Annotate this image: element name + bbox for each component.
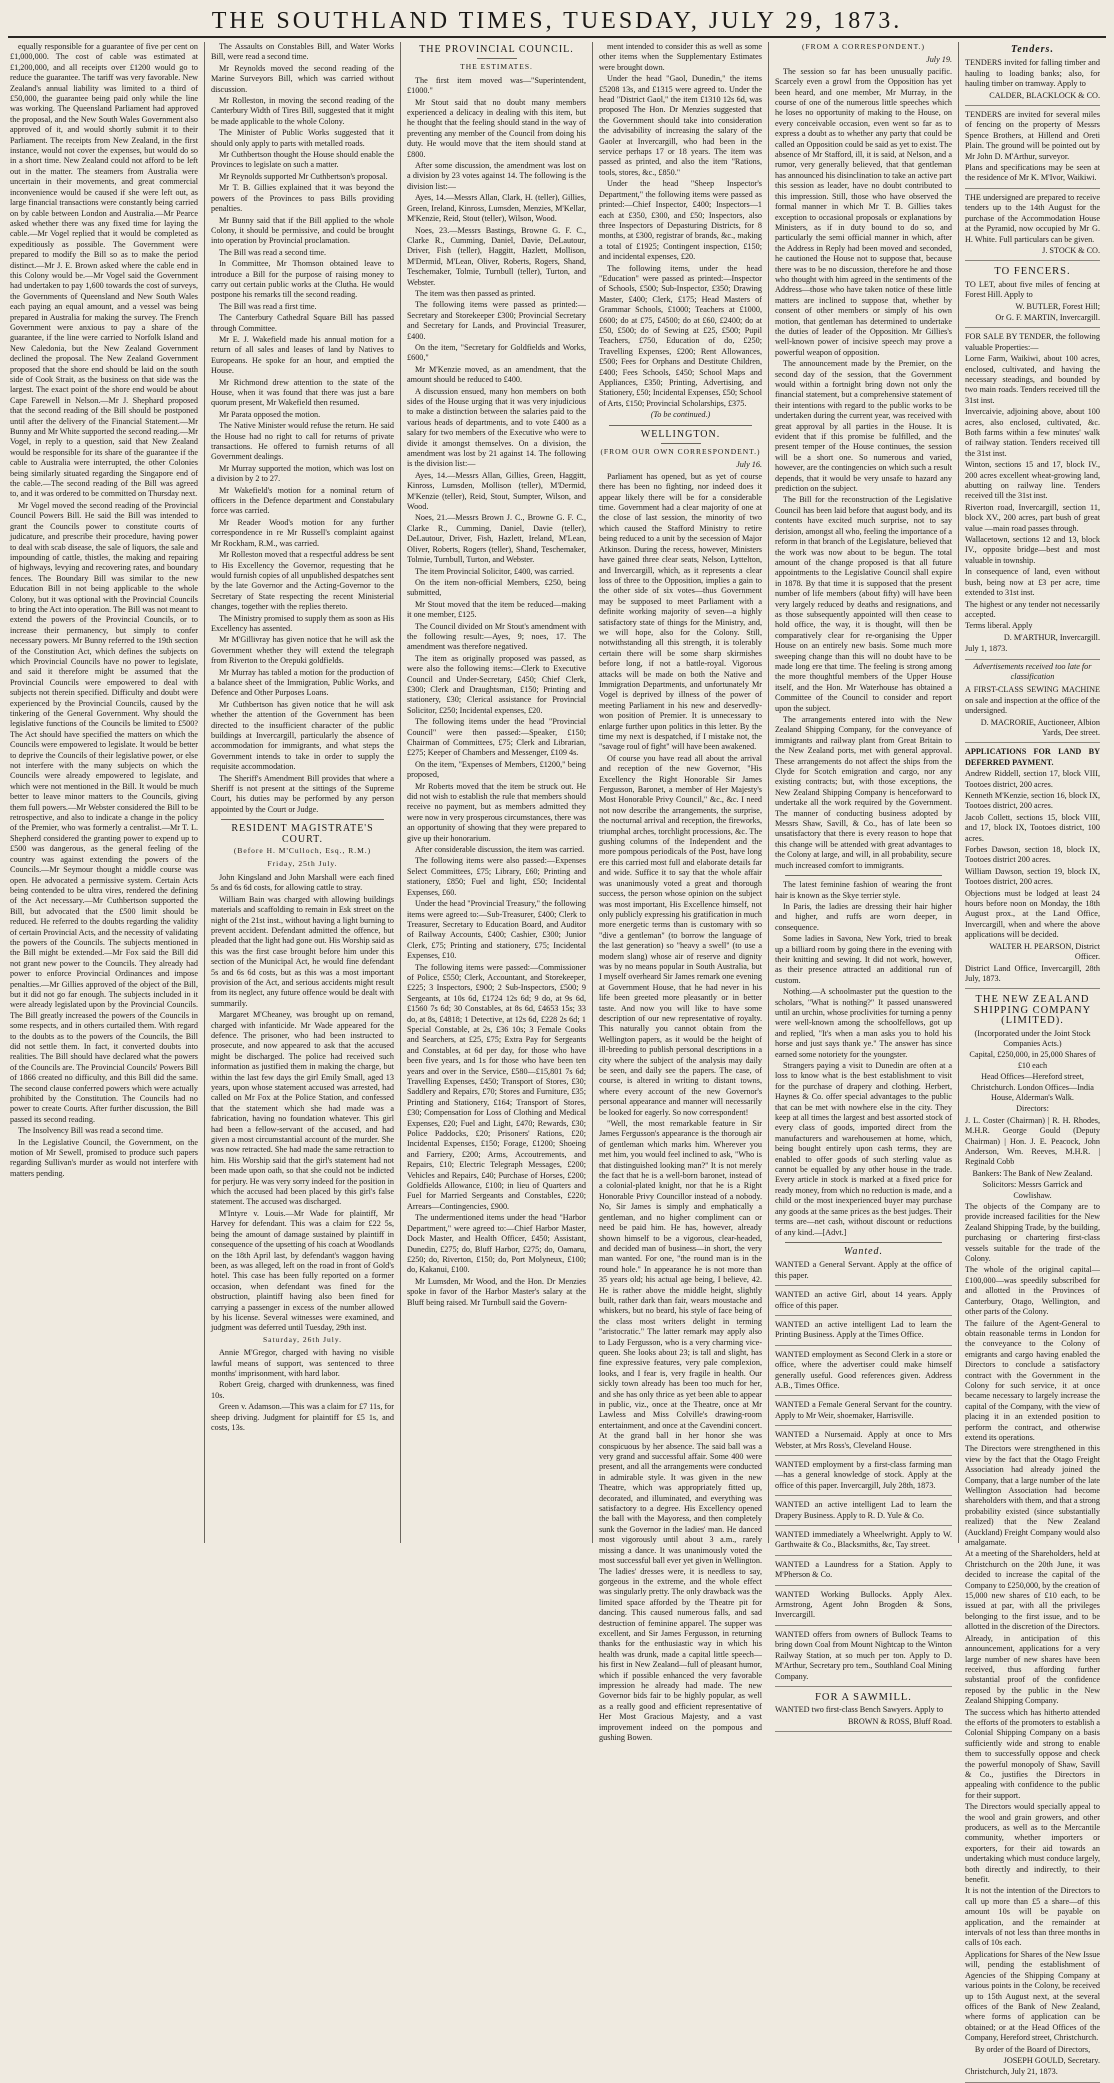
article-paragraph: The Bill was read a first time. (219, 301, 317, 311)
article-paragraph: After some discussion, the amendment was lost on a division by 23 votes against 14. The following is the division list:— (407, 161, 586, 191)
article-paragraph: Mr Vogel moved the second reading of the Provincial Council Powers Bill. He said the Bill was intended to grant the Councils power to constitute courts of judicature, and prescribe their procedure, having power to deal with scab disease, the sale of liquors, the sale and impounding of cattle, thistles, the making and repairing of highways, levying and recovering rates, and boundary fences. The Boundary Bill was similar to the new Education Bill in not being applicable to the whole Colony, but it was optional with the Provincial Councils to bring the Act into operation. The Bill was not meant to extend the powers of the Provincial Councils, or to increase their permanency, but simply to confer necessary powers. Mr Bunny referred to the 19th section of the Constitution Act, which defines the subjects on which Provincial Councils have no power to legislate, and said it therefore might be assumed that the Provincial Councils were empowered to deal with subjects not therein specified. Difficulty and doubt were experienced by the Provincial Councils, caused by the tinkering of the General Government. Why should the legislative functions of the Councils be limited to £500? The Act should have specified the matters on which the Councils were empowered to legislate. It would be better to deprive the Councils of their legislative power, or else not interfere with the many subjects on which the Councils were already empowered to legislate, and which were not mentioned in the Bill. It would be much better to leave minor matters to the Councils, giving them full powers.—Mr Webster considered the Bill to be retrospective, and also to indicate a change in the policy of the Premier, who was formerly a centralist.—Mr T. L. Shepherd considered the granting power to expend up to £500 was dangerous, as the general feeling of the country was against extending the powers of the Councils.—Mr Seymour thought a middle course was open. He advocated a permissive system. Certain Acts being contended to be ultra vires, rendered the defining of the Act necessary.—Mr Cuthbertson supported the Bill, but advocated that the £500 limit should be reduced. He referred to the doubts regarding the validity of certain Provincial Acts, and the necessity of validating the powers of the Councils. The subjects mentioned in the Bill might be extended.—Mr Fox said the Bill did not grant new power to the Councils. They already had power to enforce Provincial Ordinances and impose penalties.—Mr Gillies approved of the object of the Bill, but it did not go far enough. The subjects included in it were already legislated upon by the Provincial Councils. The Bill greatly increased the powers of the Councils in some respects, and in others curtailed them. With regard to the doubts as to the powers of the Councils, the Bill did not settle them. In fact, it converted doubts into realities. The Bill should have declared what the powers of the Councils are. The Provincial Councils' Powers Bill of 1866 created no difficulty, and this Bill did the same. The second clause conferred powers which were actually prohibited by the Constitution. The Councils had no power to create Courts. After further discussion, the Bill passed its second reading. (10, 500, 198, 1124)
wellington-byline: (FROM OUR OWN CORRESPONDENT.) (600, 447, 761, 457)
divider (785, 1242, 942, 1243)
article-paragraph: Mr Reynolds supported Mr Cuthbertson's proposal. (219, 171, 388, 181)
misc-paragraph: Nothing.—A schoolmaster put the question to the scholars, "What is nothing?" It passed unanswered until an urchin, whose proclivities for turning a penny were well-known among the schoolfellows, got up and replied, "It's when a man asks you to hold his horse and just says thank ye." The answer has since earned some notoriety for the youngster. (775, 987, 952, 1059)
ad-text: A FIRST-CLASS SEWING MACHINE on sale and inspection at the office of the undersigned. (965, 685, 1100, 716)
article-paragraph: A discussion ensued, many hon members on both sides of the House urging that it was very injudicious to make a distinction between the salaries paid to the various heads of departments, and to vote £400 as a salary for two members of the Executive who were to divide it amongst themselves. On a division, the amendment was lost by 21 against 14. The following is the division list:— (407, 386, 586, 469)
divider (661, 443, 701, 444)
article-paragraph: Noes, 23.—Messrs Bastings, Browne G. F. C., Clarke R., Cumming, Daniel, Davie, DeLautour, Driver, Fish (teller), Haggitt, Hazlett, Mollison, M'Dermid, M'Lean, Oliver, Roberts, Rogers, Shand, Teschemaker, Tolmie, Turnbull (teller), Turton, and Webster. (407, 225, 586, 287)
ad-text: THE undersigned are prepared to receive tenders up to the 14th August for the purchase of the Accommodation House at the Pyramid, now occupied by Mr G. H. White. Full particulars can be given. (965, 192, 1100, 244)
column-6 (958, 42, 1106, 2077)
ad-text: The objects of the Company are to provide increased facilities for the New Zealand Shipping Trade, by the building, purchasing or chartering first-class vessels suitable for the trade of the Colony. (965, 1202, 1100, 1264)
ad-title: APPLICATIONS FOR LAND BY DEFERRED PAYMENT. (965, 747, 1100, 767)
divider (609, 425, 752, 426)
tender-ad (965, 108, 1100, 189)
court-paragraph: M'Intyre v. Louis.—Mr Wade for plaintiff, Mr Harvey for defendant. This was a claim for £22 5s, being the amount of damage sustained by plaintiff in consequence of the upsetting of his coach at Woodlands on the 18th April last, by defendant's waggon having been, as was alleged, left on the road in front of Gold's hotel. This case has been fully reported on a former occasion, when defendant was fined for the obstruction, plaintiff having also been fined for carrying a passenger in excess of the number allowed by his license. Several witnesses were examined, and judgment was deferred until Tuesday, 29th inst. (211, 1208, 394, 1333)
article-paragraph: Mr Cuthbertson has given notice that he will ask whether the attention of the Government has been directed to the insufficient character of the public buildings at Invercargill, particularly the absence of accommodation for immigrants, and what steps the Government intends to take in order to supply the requisite accommodation. (211, 699, 394, 772)
court-paragraph: Robert Greig, charged with drunkenness, was fined 10s. (211, 1380, 394, 1400)
ad-title: FOR A SAWMILL. (815, 1691, 912, 1703)
ad-signature: W. BUTLER, Forest Hill; (1015, 301, 1100, 311)
article-paragraph: The undermentioned items under the head "Harbor Department," were agreed to:—Chief Harbor Master, Dock Master, and Health Officer, £450; Assistant, Dunedin, £275; do, Bluff Harbor, £275; do, Oamaru, £250; do, Riverton, £150; do, Port Molyneux, £100; do, Kakanui, £100. (407, 1213, 586, 1275)
wellington-heading: WELLINGTON. (640, 428, 721, 440)
court-paragraph: John Kingsland and John Marshall were each fined 5s and 6s 6d costs, for allowing cattle to stray. (211, 872, 394, 893)
article-paragraph: The following items under the head "Provincial Council" were then passed:—Speaker, £150; Chairman of Committees, £75; Clerk and Librarian, £275; Keeper of Chambers and Messenger, £109 4s. (407, 717, 586, 758)
wanted-ad (775, 1588, 952, 1626)
article-paragraph: Mr Parata opposed the motion. (219, 409, 321, 419)
ad-text: WANTED a Female General Servant for the country. Apply to Mr Weir, shoemaker, Harrisville. (775, 1400, 952, 1420)
article-paragraph: Mr Bunny said that if the Bill applied to the whole Colony, it should be permissive, and could be brought into operation by Provincial proclamation. (211, 215, 394, 246)
article-paragraph: The item Provincial Solicitor, £400, was carried. (415, 566, 575, 576)
article-paragraph: Mr Lumsden, Mr Wood, and the Hon. Dr Menzies spoke in favor of the Harbor Master's salary at the Bluff being raised. Mr Turnbull said the Govern- (407, 1276, 586, 1307)
article-paragraph: Mr Richmond drew attention to the state of the House, when it was found that there was just a bare quorum present, Mr Wakefield then resumed. (211, 377, 394, 408)
article-paragraph: The arrangements entered into with the New Zealand Shipping Company, for the conveyance of immigrants and railway plant from Great Britain to the New Zealand ports, met with general approval. These arrangements do not affect the ships from the Clyde for Scotch emigration and cargo, nor any existing contracts; but, with those exceptions, the New Zealand Shipping Company is henceforward to undertake all the work required by the Government. The manner of conducting business adopted by Messrs Shaw, Savill, & Co., has of late been so unsatisfactory that there is every reason to hope that this change will be attended with great advantages to the Colony at large, and will, in all probability, secure much increased comfort to immigrants. (775, 715, 952, 870)
ad-text: Terms liberal. Apply (965, 621, 1033, 631)
ad-text: WANTED a Laundress for a Station. Apply to M'Pherson & Co. (775, 1559, 952, 1580)
wanted-ad (775, 1628, 952, 1687)
ad-text: WANTED offers from owners of Bullock Teams to bring down Coal from Mount Nightcap to the Winton Railway Station, at so much per ton. Apply to D. M'Arthur, Secretary pro tem., Southland Coal Mining Company. (775, 1629, 952, 1681)
article-paragraph: Mr M'Gillivray has given notice that he will ask the Government whether they will extend the telegraph from Riverton to the Orepuki goldfields. (211, 635, 394, 666)
ad-signature: Or G. F. MARTIN, Invercargill. (995, 312, 1100, 322)
wanted-ad (775, 1558, 952, 1586)
court-day: Friday, 25th July. (267, 859, 338, 869)
article-paragraph: equally responsible for a guarantee of five per cent on £1,000,000. The cost of cable was estimated at £1,200,000, and all receipts over £1200 would go to reduce the guarantee. The tariff was very favorable. New Zealand's annual liability was limited to a third of £50,000, the guarantee being paid only while the line was working. The Queensland Parliament had approved the proposal, and the New South Wales Government also approved of it, and would shortly submit it to their Parliament. The receipts from New Zealand, in the first instance, would not cover the expenses, but would do so in a short time. New Zealand could not afford to be left out in the matter. The steamers from Australia were uncertain in their movements, and great commercial inconvenience would be caused if she were left out, as large financial transactions were constantly being carried on by cable between London and Australia.—Mr Pearce asked whether there was any fixed time for laying the cable.—Mr Vogel replied that it would be completed as expeditiously as possible. The Government were prepared to modify the Bill so as to make the period distinct.—Mr J. E. Brown asked where the cable end in this Colony would be.—Mr Vogel said the Government had undertaken to pay 1,600 towards the cost of surveys, the Governments of Queensland and New South Wales each paying an equal amount, and a vessel was being prepared in Australia for making the survey. The French Government were anxious to pay a share of the guarantee, if the line were carried to Norfolk Island and New Caledonia, but the New Zealand Government declined the proposal. The New Zealand Government proposed that the shore end should be laid on the south side of Cook Strait, as the business on that side was the largest. The exact point of the shore end would be about Cape Farewell in Nelson.—Mr J. Shephard proposed that the second reading of the Bill should be postponed until after the delivery of the Financial Statement.—Mr Bunny and Mr White supported the second reading.—Mr Vogel, in reply to a question, said that New Zealand would be responsible for its share of the guarantee if the cable to Australia were interrupted, the other Colonies being similarly situated regarding the Singapore end of the cable.—The second reading of the Bill was agreed to, and it was ordered to be committed on Thursday next. (10, 42, 198, 499)
council-subheading: THE ESTIMATES. (460, 62, 533, 72)
ad-text: The failure of the Agent-General to obtain reasonable terms in London for the conveyance to the Colony of emigrants and cargo having enabled the Directors to conclude a satisfactory contract with the Government in the Colony for such service, it at once became necessary to largely increase the capital of the Company, with the view of placing it in an extended position to perform the contract, and otherwise extend its operations. (965, 1318, 1100, 1442)
ad-text: It is not the intention of the Directors to call up more than £5 a share—of this amount 10s will be payable on application, and the remainder at intervals of not less than three months in calls of 10s each. (965, 1886, 1100, 1948)
ad-date: July 1, 1873. (965, 644, 1008, 654)
wanted-ad (775, 1498, 952, 1526)
ad-text: Plans and specifications may be seen at the residence of Mr K. M'Ivor, Waikiwi. (965, 163, 1100, 183)
misc-paragraph: Strangers paying a visit to Dunedin are often at a loss to know what is the best establishment to visit for the purchase of drapery and clothing. Herbert, Haynes & Co. offer special advantages to the public that can be met with nowhere else in the city. They keep at all times the largest and best assorted stock of every class of goods, imported direct from the manufacturers and warehousemen at home, which, being bought entirely upon cash terms, they are enabled to offer goods of such sterling value as cannot be equalled by any other house in the trade. Every article in stock is marked at a fixed price for ready money, from which no reduction is made, and a child or the most inexperienced buyer may purchase any goods at the same prices as the best judges. Their terms are—net cash, without discount or reductions of any kind.—[Advt.] (775, 1061, 952, 1237)
ad-text: Wallacetown, sections 12 and 13, block IV., opposite bridge—best and most valuable in township. (965, 535, 1100, 565)
court-subheading: (Before H. M'Culloch, Esq., R.M.) (233, 846, 372, 856)
column-1 (8, 42, 204, 1543)
article-paragraph: The following items were passed as printed:— Secretary and Storekeeper £300; Provincial Secretary and Secretary for Lands, and Provincial Treasurer, £400. (407, 300, 586, 341)
article-paragraph: Ayes, 14.—Messrs Allan, Clark, H. (teller), Gillies, Green, Ireland, Kinross, Lumsden, Menzies, M'Kellar, M'Kenzie, Reid, Stout (teller), Wilson, Wood. (407, 193, 586, 224)
ad-text: Capital, £250,000, in 25,000 Shares of £10 each (969, 1050, 1096, 1070)
article-paragraph: Under the head "Provincial Treasury," the following items were agreed to:—Sub-Treasurer, £400; Clerk to Treasurer, Secretary to Education Board, and Auditor of Railway Accounts, £400; Cashier, £300; Junior Clerk, £75; Printing and stationery, £75; Incidental Expenses, £10. (407, 899, 586, 961)
ad-text: Winton, sections 15 and 17, block IV., 200 acres excellent wheat-growing land, abutting on railway line. Tenders received till the 31st inst. (965, 460, 1100, 501)
ad-text: Already, in anticipation of this announcement, applications for a very large number of new shares have been received, thus affording further substantial proof of the confidence reposed by the public in the New Zealand Shipping Company. (965, 1633, 1100, 1706)
article-paragraph: Mr Stout moved that the item be reduced—making it one member, £125. (407, 599, 586, 620)
ad-text: The Directors would specially appeal to the wool and grain growers, and other producers, as well as to the Mercantile community, whether importers or exporters, for their aid towards an undertaking which must conduce largely, both directly and indirectly, to their benefit. (965, 1802, 1100, 1885)
article-paragraph: Mr Murray supported the motion, which was lost on a division by 2 to 27. (211, 463, 394, 484)
late-notice: Advertisements received too late for classification (973, 661, 1092, 681)
article-paragraph: Mr Stout said that no doubt many members experienced a delicacy in dealing with this item, but he thought that the feeling should stand in the way of preventing any member of the Council from doing his duty. He would move that the item should stand at £800. (407, 97, 586, 159)
ad-text: William Dawson, section 19, block IX, Tootoes district, 200 acres. (965, 866, 1100, 887)
wellington-date: July 16. (736, 460, 762, 470)
ad-text: The Directors were strengthened in this view by the fact that the Otago Freight Association had already joined the Company, that a large number of the late Wellington Association had become shareholders with them, and that a strong probability existed (since substantially realized) that the New Zealand (Auckland) Freight Company would also amalgamate. (965, 1444, 1100, 1548)
ad-text: Invercaivie, adjoining above, about 100 acres, also enclosed, cultivated, &c. Both farms within a few minutes' walk of railway station. Tenders received till the 31st inst. (965, 407, 1100, 458)
land-applications-ad (965, 745, 1100, 989)
ad-signature: D. MACRORIE, Auctioneer, Albion Yards, Dee street. (980, 717, 1100, 737)
article-paragraph: Mr Cuthbertson thought the House should enable the Provinces to legislate on such a matter. (211, 150, 394, 170)
court-paragraph: Green v. Adamson.—This was a claim for £7 11s, for sheep driving. Judgment for plaintiff for £5 1s, and costs, 13s. (211, 1402, 394, 1432)
ad-title: THE NEW ZEALAND SHIPPING COMPANY (LIMITED). (973, 994, 1092, 1027)
ad-signature: D. M'ARTHUR, Invercargill. (1003, 632, 1100, 642)
court-paragraph: Annie M'Gregor, charged with having no visible lawful means of support, was sentenced to three months' imprisonment, with hard labor. (211, 1348, 394, 1378)
wanted-ad (775, 1318, 952, 1346)
article-paragraph: The Sheriff's Amendment Bill provides that where a Sheriff is not present at the sittings of the Supreme Court, his duties may be performed by any person appointed by the Court or Judge. (211, 773, 394, 814)
ad-text: WANTED a Nursemaid. Apply at once to Mrs Webster, at Mrs Ross's, Cleveland House. (775, 1430, 952, 1450)
ad-date: District Land Office, Invercargill, 28th July, 1873. (965, 963, 1100, 983)
ad-text: By order of the Board of Directors, (974, 2044, 1091, 2054)
article-paragraph: The following items were also passed:—Expenses Select Committees, £75; Library, £60; Printing and stationery, £850; Fuel and light, £50; Incidental Expenses, £60. (407, 856, 586, 897)
article-paragraph: On the item, "Expenses of Members, £1200," being proposed, (407, 759, 586, 780)
article-paragraph: Mr Rolleston, in moving the second reading of the Canterbury Width of Tires Bill, suggested that it might be made applicable to the whole Colony. (211, 96, 394, 126)
article-paragraph: The Ministry promised to supply them as soon as His Excellency has assented. (211, 613, 394, 633)
ad-signature: WALTER H. PEARSON, District Officer. (989, 941, 1100, 962)
ad-text: Objections must be lodged at least 24 hours before noon on Monday, the 18th August prox., at the Land Office, Invercargill, when and where the above applications will be decided. (965, 888, 1100, 940)
article-paragraph: Parliament has opened, but as yet of course there has been no fighting, nor indeed does it appear likely there will be for a considerable time. Government had a clear majority of one at the close of last session, the minority of two which caused the Stafford Ministry to retire being reduced to a unit by the secession of Major Atkinson. During the recess, however, Ministers have gained three clear seats, Nelson, Lyttelton, and Invercargill, which, as it represents a clear loss of three to the Opposition, implies a gain to the other side of six votes—thus Government may be supposed to meet Parliament with a definite working majority of seven—a highly satisfactory state of things for the Ministry, and, we will hope, also for the Colony. Still, notwithstanding all this strength, it is tolerably certain there will be some sharp skirmishes before long, if not a battle-royal. Vigorous attacks will be made on both the Native and Immigration Departments, and unfortunately Mr Vogel is deprived by illness of the power of meeting Parliament in his new and deservedly-won position of Premier. It is unnecessary to enlarge further upon politics in this letter. By the time my next is despatched, if I mistake not, the "savage roul of fight" will have been awakened. (599, 471, 762, 752)
wanted-ad (775, 1458, 952, 1496)
ad-text: Applications for Shares of the New Issue will, pending the establishment of Agencies of the Shipping Company at various points in the Colony, be received up to 15th August next, at the several offices of the Bank of New Zealand, where forms of application can be obtained; or at the Head Offices of the Company, Hereford street, Christchurch. (965, 1949, 1100, 2043)
ad-text: WANTED immediately a Wheelwright. Apply to W. Garthwaite & Co., Blacksmiths, &c, Tay street. (775, 1530, 952, 1550)
shipping-company-ad (965, 991, 1100, 2082)
ad-title: TO FENCERS. (994, 266, 1071, 278)
article-paragraph: Mr M'Kenzie moved, as an amendment, that the amount should be reduced to £400. (407, 364, 586, 385)
column-5 (768, 42, 958, 1726)
column-4 (592, 42, 768, 1742)
ad-date: Christchurch, July 21, 1873. (965, 2067, 1058, 2077)
ad-text: (Incorporated under the Joint Stock Companies Acts.) (974, 1028, 1091, 1048)
article-paragraph: In Committee, Mr Thomson obtained leave to introduce a Bill for the purpose of raising money to carry out certain public works at the Clutha. He would postpone his remarks till the second reading. (211, 259, 394, 300)
article-paragraph: On the item, "Secretary for Goldfields and Works, £600," (407, 342, 586, 363)
article-paragraph: The Bill for the reconstruction of the Legislative Council has been laid before that august body, and its contents have excited much surprise, not to say derision, amongst all who, feeling the importance of a reform in that branch of the Legislature, believed that the work was now about to be begun. The total amount of the change proposed is that all future appointments to the Legislative Council shall expire in 1878. By that time it is supposed that the present number of life members (about fifty) will have been very largely reduced by deaths and resignations, and as those subsequently appointed will then cease to hold office, the way, it is thought, will then be comparatively clear for re-organising the Upper House on an entirely new basis. Some much more sweeping change than this will no doubt have to be made long ere that time. The feeling is strong among the more thoughtful members of the Upper House itself, and the Hon. Mr Waterhouse has obtained a Committee of the Council to consider and report upon the subject. (775, 495, 952, 713)
wanted-ad (775, 1258, 952, 1286)
ad-text: WANTED employment by a first-class farming man—has a general knowledge of stock. Apply at the office of this paper. Invercargill, July 28th, 1873. (775, 1460, 952, 1490)
masthead (8, 6, 1106, 38)
sewing-machine-ad (965, 683, 1100, 743)
article-paragraph: The Native Minister would refuse the return. He said the House had no right to call for returns of private transactions. He offered to furnish returns of all Government dealings. (211, 421, 394, 462)
article-paragraph: On the item non-official Members, £250, being submitted, (407, 577, 586, 598)
columns (8, 42, 1106, 2077)
ad-text: Solicitors: Messrs Garrick and Cowlishaw. (982, 1180, 1083, 1200)
ad-text: Andrew Riddell, section 17, block VIII, Tootoes district, 200 acres. (965, 769, 1100, 789)
article-paragraph: The item as originally proposed was passed, as were also the following items:—Clerk to Executive Council and Under-Secretary, £450; Chief Clerk, £300; Clerk and Draughtsman, £150; Printing and stationery, £30; Clerical assistance for Provincial Solicitor, £250; Incidental expenses, £20. (407, 653, 586, 715)
wanted-heading: Wanted. (843, 1245, 884, 1257)
article-paragraph: Mr Reynolds moved the second reading of the Marine Surveyors Bill, which was carried without discussion. (211, 63, 394, 94)
ad-text: The success which has hitherto attended the efforts of the promoters to establish a Colonial Shipping Company on a basis sufficiently wide and strong to enable them to successfully oppose and check the powerful monopoly of Shaw, Savill & Co., justifies the Directors in appealing with confidence to the public for their support. (965, 1707, 1100, 1800)
ad-signature: JOSEPH GOULD, Secretary. (1003, 2055, 1100, 2065)
tender-ad (965, 56, 1100, 106)
ad-text: Forbes Dawson, section 18, block IX, Tootoes district 200 acres. (965, 845, 1100, 865)
article-paragraph: The Insolvency Bill was read a second time. (18, 1126, 164, 1136)
court-day: Saturday, 26th July. (262, 1334, 343, 1344)
article-paragraph: The Bill was read a second time. (219, 247, 327, 257)
ad-text: WANTED a General Servant. Apply at the office of this paper. (775, 1260, 952, 1280)
divider (477, 58, 517, 59)
ad-text: WANTED an active intelligent Lad to learn the Printing Business. Apply at the Times Office. (775, 1319, 952, 1340)
article-paragraph: Mr E. J. Wakefield made his annual motion for a return of all sales and leases of land by Natives to Europeans. He spoke for an hour, and emptied the House. (211, 334, 394, 376)
article-paragraph: Mr Murray has tabled a motion for the production of a balance sheet of the Immigration, Public Works, and Defence and Other Purposes Loans. (211, 667, 394, 698)
article-paragraph: Mr Rolleston moved that a respectful address be sent to His Excellency the Governor, requesting that he would furnish copies of all unpublished despatches sent by the late Governor and the Acting-Governor to the Secretary of State respecting the recent Ministerial changes, together with the replies thereto. (211, 550, 394, 612)
ad-text: TENDERS invited for falling timber and hauling to loading banks; also, for hauling timber on tramway. Apply to (965, 58, 1100, 89)
ad-text: The whole of the original capital—£100,000—was speedily subscribed for and allotted in the Provinces of Canterbury, Otago, Wellington, and other parts of the Colony. (965, 1265, 1100, 1317)
article-paragraph: Mr Reader Wood's motion for any further correspondence in re Mr Russell's complaint against Mr Rockham, R.M., was carried. (211, 517, 394, 548)
article-paragraph: Mr Roberts moved that the item be struck out. He did not wish to establish the rule that members should receive no payment, but as members admitted they were now in very prosperous circumstances, there was an opportunity of showing that they were prepared to give up their honorarium. (407, 781, 586, 843)
article-paragraph: Under the head "Gaol, Dunedin," the items £5208 13s, and £1315 were agreed to. Under the head "District Gaol," the item £1310 12s 6d, was proposed The Hon. Dr Menzies suggested that the Government should take into consideration the advisability of increasing the salary of the Gaoler at Invercargill, who had been in the service perhaps 17 or 18 years. The item was passed as printed, and also the item "Rations, tools, stores, &c., £850." (599, 74, 762, 177)
ad-signature: CALDER, BLACKLOCK & CO. (989, 90, 1100, 100)
ad-text: At a meeting of the Shareholders, held at Christchurch on the 20th June, it was decided to increase the capital of the Company to £250,000, by the creation of 15,000 new shares of £10 each, to be issued at par, with all the privileges belonging to the first issue, and to be allotted in the discretion of the Directors. (965, 1549, 1100, 1632)
wanted-ad (775, 1528, 952, 1556)
article-paragraph: Under the head "Sheep Inspector's Department," the following items were passed as printed:—Chief Inspector, £400; Inspectors—1 each at £350, £300, and £50; Inspectors, also three Inspectors of Depasturing Districts, for 8 months, at £300, registrar of brands, &c., making a total of £1925; Contingent inspection, £150; and incidental expenses, £20. (599, 179, 762, 262)
article-paragraph: Mr Wakefield's motion for a nominal return of officers in the Defence department and Constabulary force was carried. (211, 485, 394, 516)
article-paragraph: The following items were passed:—Commissioner of Police, £550; Clerk, Accountant, and Storekeeper, £225; 3 Inspectors, £900; 2 Sub-Inspectors, £500; 9 Sergeants, at 10s 6d, £1724 12s 6d; 9 do, at 9s 6d, £1560 7s 6d; 30 Constables, at 8s 6d, £4653 15s; 33 do, at 8s, £4818; 1 Detective, at 12s 6d, £228 2s 6d; 1 Special Constable, at 2s, £36 10s; 3 Female Cooks and Searchers, at £25, £75; Extra Pay for Sergeants and Constables, at 6d per day, for those who have been five years, and 1s for those who have been ten years and over in the Service, £580—£15,801 7s 6d; Travelling Expenses, £450; Transport of Stores, £30; Saddlery and Repairs, £70; Stores and Furniture, £35; Printing and Stationery, £164; Transport of Stores, £30; Compensation for Loss of Clothing and Medical Expenses, £20; Fuel and Light, £470; Rewards, £30; Police Paddocks, £20; Prisoners' Rations, £20; Incidental Expenses, £150; Forage, £1200; Shoeing and Farriery, £200; Arms, Accoutrements, and Repairs, £10; Electric Telegraph Messages, £200; Vehicles and Repairs, £40; Purchase of Horses, £200; Goldfields Allowance, £100; in lieu of Quarters and Fuel for Married Sergeants and Constables, £220; Arrears—Contingencies, £900. (407, 962, 586, 1211)
continued-note: (To be continued.) (650, 410, 711, 420)
council-heading: THE PROVINCIAL COUNCIL. (419, 44, 574, 55)
ad-signature: J. STOCK & CO. (1042, 245, 1100, 255)
wanted-ad (775, 1428, 952, 1456)
ad-text: Directors: (1016, 1104, 1049, 1114)
ad-text: TENDERS are invited for several miles of fencing on the property of Messrs Spence Brothers, at Hillend and Oreti Plain. The ground will be pointed out by Mr John D. M'Arthur, surveyor. (965, 110, 1100, 161)
wanted-ad (775, 1398, 952, 1426)
court-paragraph: William Bain was charged with allowing buildings materials and scaffolding to remain in Esk street on the night of the 21st inst., without having a light burning to prevent accident. Defendant admitted the offence, but pleaded that the light had gone out. His Worship said as this was the first case brought before him under this section of the Municipal Act, he would fine defendant 5s and 6s 6d costs, but as this was a most important provision of the Act, and serious accidents might result from its neglect, any future offence would be dealt with summarily. (211, 894, 394, 1008)
article-paragraph: "Well, the most remarkable feature in Sir James Fergusson's appearance is the thorough air of gentleman which marks him. Wherever you met him, you would feel inclined to ask, "Who is that distinguished looking man?" It is not merely the fact that he is a well-born baronet, instead of a colonial-plated knight, nor that he is a Right Honorable Privy Councillor instead of a nobody. No, Sir James is simply and emphatically a gentleman, and no higher compliment can or need be paid him. He has, however, already shown himself to be a vigorous, clear-headed, and decided man of business—in short, the very man wanted. For one, "the round man is in the round hole." In appearance he is not more than 35 years old; his actual age being, I believe, 42. He is rather above the middle height, slightly built, rather dark than fair, wears moustache and whiskers, but no beard, his style of face being of the class most writers delight in terming "aristocratic." The latter remark may apply also to Lady Fergusson, who is a very charming vice-queen. She looks about 23; is tall and slight, has fine expressive features, very pale complexion, looks, and I fear is, very fragile in health. Our sickly town already has been too much for her, and she has only thrice as yet been able to appear in public, viz., once at the Theatre, once at Mr Lawless and Miss Colville's drawing-room entertainment, and once at the Cavendini concert. At the grand ball in her honor she was conspicuous by her absence. The said ball was a very grand and successful affair. Some 400 were present, and all the arrangements were conducted in admirable style. It was given in the new Theatre, which was appropriately fitted up, decorated, and illuminated, and everything was satisfactory to a degree. His Excellency opened the ball with the Mayoress, and then completely sunk the Governor in the ladies' man. He danced most vigorously until about 3 a.m., rarely missing a dance. It was unanimously voted the most successful ball ever yet given in Wellington. The ladies' dresses were, it is needless to say, gorgeous in the extreme, and the whole effect was singularly pretty. The only drawback was the limited space afforded by the Theatre pit for dancing. This caused numerous falls, and sad destruction of feminine apparel. The supper was excellent, and Sir James Fergusson, in returning thanks for the enthusiastic way in which his health was drunk, made a capital little speech—his first in New Zealand—full of pleasant humor, which if possible enhanced the very favorable impression he already had made. The new Governor bids fair to be highly popular, as well as a really good and efficient representative of Her Most Gracious Majesty, and a vast improvement indeed on the pompous and gushing Bowen. (599, 1119, 762, 1742)
ad-text: Jacob Collett, sections 15, block VIII, and 17, block IX, Tootoes district, 100 acres. (965, 812, 1100, 843)
article-paragraph: Mr T. B. Gillies explained that it was beyond the powers of the Provinces to pass Bills providing penalties. (211, 183, 394, 214)
fencers-ad (965, 263, 1100, 328)
article-paragraph: The first item moved was—"Superintendent, £1000." (407, 75, 586, 96)
article-paragraph: ment intended to consider this as well as some other items when the Supplementary Estimates were brought down. (599, 42, 762, 72)
article-paragraph: The Canterbury Cathedral Square Bill has passed through Committee. (211, 313, 394, 333)
article-paragraph: In the Legislative Council, the Government, on the motion of Mr Sewell, promised to produce such papers regarding Sullivan's murder as would not interfere with matters pending. (10, 1137, 198, 1178)
article-paragraph: The Minister of Public Works suggested that it should only apply to parts with metalled roads. (211, 128, 394, 148)
misc-paragraph: The latest feminine fashion of wearing the front hair is known as the Skye terrier style. (775, 880, 952, 900)
misc-paragraph: Some ladies in Savona, New York, tried to break up a billiard room by going there in the evening with their knitting and sewing. It did not work, however, as their presence attracted an additional run of custom. (775, 934, 952, 985)
ad-text: Head Offices—Hereford street, Christchurch. London Offices—India House, Alderman's Walk. (971, 1072, 1094, 1102)
court-heading: RESIDENT MAGISTRATE'S COURT. (231, 823, 374, 845)
article-paragraph: The Assaults on Constables Bill, and Water Works Bill, were read a second time. (211, 42, 394, 62)
ad-text: TO LET, about five miles of fencing at Forest Hill. Apply to (965, 279, 1100, 300)
ad-text: Kenneth M'Kenzie, section 16, block IX, Tootoes district, 200 acres. (965, 791, 1100, 811)
ad-text: Lorne Farm, Waikiwi, about 100 acres, enclosed, cultivated, and having the necessary steadings, and bounded by two main roads. Tenders received till the 31st inst. (965, 354, 1100, 405)
correspondent-date: July 19. (926, 55, 952, 65)
tenders-heading: Tenders. (1011, 44, 1054, 55)
sawmill-ad (775, 1689, 952, 1732)
ad-text: WANTED employment as Second Clerk in a store or office, where the advertiser could make himself generally useful. Good references given. Address A.B., Times Office. (775, 1349, 952, 1390)
ad-text: In consequence of land, even without bush, being now at £3 per acre, time extended to 31st inst. (965, 567, 1100, 598)
ad-text: Riverton road, Invercargill, section 11, block XV., 200 acres, part bush of great value —main road passes through. (965, 502, 1100, 533)
tender-ad (965, 191, 1100, 261)
article-paragraph: Of course you have read all about the arrival and reception of the new Governor, "His Excellency the Right Honorable Sir James Fergusson, Baronet, a member of Her Majesty's Most Honorable Privy Council," &c., &c. I need not now describe the arrangements, the surprise, the nocturnal arrival and reception, the fireworks, triumphal arches, torchlight processions, &c. The gushing columns of the Independent and the more pompous periodicals of the Post, have long ere this carried most full and elaborate details far and wide. Suffice it to say that the whole affair was unanimously voted a great and thorough success, the person whose opinion on the subject was most important, His Excellence himself, not only publicly expressing his gratification in much more energetic terms than is customary with so "dive a gentleman" (to borrow the language of the last generation) so "heavy a swell" (to use a modern slang) whose air of reserve and dignity was by no means popular in South Australia, but I myself overheard Sir James remark one evening at Government House, that he had never in his life been greeted more pleasantly or in better taste. And now you will like to have some description of our new representative of royalty. This naturally you cannot obtain from the Wellington papers, as it would be the height of ill-breeding to publish personal descriptions in a city where the subject of the analysis may daily be seen, and daily see the papers. The case, of course, is altered in writing to distant towns, where every account of the new Governor's personal appearance and manner will necessarily be looked for eagerly. So now correspondent! (599, 753, 762, 1117)
article-paragraph: The announcement made by the Premier, on the second day of the session, that the Government would within a fortnight bring down not only the financial statement, but a comprehensive statement of their intentions with regard to the public works to be undertaken during the current year, was received with great approval by all parties in the House. It is evident that if this promise be fulfilled, and the present temper of the House continues, the session will be a short one. So numerous and varied, however, are the contingencies on which such a result depends, that it would be very unsafe to hazard any prediction on the subject. (775, 359, 952, 494)
article-paragraph: The item was then passed as printed. (415, 288, 536, 298)
ad-text: Bankers: The Bank of New Zealand. (972, 1168, 1093, 1178)
masthead-title: THE SOUTHLAND TIMES, TUESDAY, JULY 29, 1873. (211, 8, 903, 34)
article-paragraph: The Council divided on Mr Stout's amendment with the following result:—Ayes, 9; noes, 17. The amendment was therefore negatived. (407, 621, 586, 652)
column-3 (400, 42, 592, 1543)
ad-text: The highest or any tender not necessarily accepted. (965, 599, 1100, 619)
ad-text: FOR SALE BY TENDER, the following valuable Properties:— (965, 332, 1100, 352)
ad-text: WANTED an active intelligent Lad to learn the Drapery Business. Apply to R. D. Yule & Co. (775, 1500, 952, 1520)
ad-text: WANTED an active Girl, about 14 years. Apply office of this paper. (775, 1290, 952, 1310)
wanted-ad (775, 1288, 952, 1316)
misc-paragraph: In Paris, the ladies are dressing their hair higher and higher, and ruffs are worn deeper, in consequence. (775, 901, 952, 932)
ad-text: WANTED Working Bullocks. Apply Alex. Armstrong, Agent John Brogden & Sons, Invercargill. (775, 1589, 952, 1620)
article-paragraph: The session so far has been unusually pacific. Scarcely even a growl from the Opposition has yet been heard, and one member, Mr Murray, in the course of one of the numerous little speeches which he loses no opportunity of making to the House, on every conceivable occasion, even went so far as to express a doubt as to whether any party that could be called an Opposition could be said as yet to exist. The absence of Mr Stafford, ill, it is said, at Nelson, and a rumor, very generally believed, that that gentleman has announced his disinclination to take an active part this session as leader, have no doubt contributed to this impression. Still, those who have observed the formal manner in which Mr T. B. Gillies takes exception to occasional proposals or explanations by Ministers, as if in duty bound to do so, and particularly the semi official manner in which, after the Address in Reply had been moved and seconded, he cautioned the House not to suppose that, because there was to be no discussion, therefore he and those who thought with him agreed in the sentiments of the Address—those who have taken notice of these little matters are inclined to suppose that, whether by consent of other members or simply of his own motion, that gentleman has determined to undertake the duties of leader of the Opposition. Mr Gillies's well-known power of incisive speech may prove a powerful weapon of opposition. (775, 66, 952, 357)
court-paragraph: Margaret M'Cheaney, was brought up on remand, charged with infanticide. Mr Wade appeared for the defence. The prisoner, who had been instructed to prosecute, and now appeared to ask that the accused might be discharged. The police had received such information as justified them in making the charge, but within the last few days the girl Emily Small, aged 13 years, upon whose statement accused was arrested, had called on Mr Fox at the Police Station, and confessed that the statement which she had made was a fabrication, having no foundation whatever. This girl had been a fellow-servant of the accused, and had given a most circumstantial account of the murder. She was now retracted. She had made the same retraction to him. His Worship said that the girl's statement had not been made upon oath, so that she could not be indicted for perjury. He was very sorry indeed for the position in which the accused had been placed by this girl's false statement. The accused was discharged. (211, 1010, 394, 1207)
column-2 (204, 42, 400, 1543)
divider (221, 819, 384, 820)
article-paragraph: Ayes, 14.—Messrs Allan, Gillies, Green, Haggitt, Kinross, Lumsden, Mollison (teller), M'Dermid, M'Kenzie (teller), Reid, Stout, Sumpter, Wilson, and Wood. (407, 470, 586, 512)
ad-text: J. L. Coster (Chairman) | R. H. Rhodes, M.H.R. George Gould (Deputy Chairman) | Hon. J. E. Peacock, John Anderson, Wm. Reeves, M.H.R. | Reginald Cobb (965, 1115, 1100, 1167)
ad-signature: BROWN & ROSS, Bluff Road. (847, 1716, 952, 1726)
article-paragraph: After considerable discussion, the item was carried. (415, 845, 585, 855)
correspondent-byline: (FROM A CORRESPONDENT.) (801, 42, 926, 51)
article-paragraph: The following items, under the head "Education" were passed as printed:—Inspector of Schools, £500; Sub-Inspector, £350; Drawing Master, £400; Clerk, £175; Head Masters of Grammar Schools, £1000; Teachers at £1000, £600; do at £75, £4500; do at £60, £2400; do at £50, £500; do of Sewing at £25, £500; Pupil Teachers, £750, Education of do, £250; Travelling Expenses, £200; Rent Allowances, £500; Fees for Orphans and Destitute Children, £400; Fees Schools, £450; School Maps and Appliances, £350; Printing, Advertising, and Stationery, £50; Incidental Expenses, £50; School of Arts, £150; Provincial Scholarships, £375. (599, 263, 762, 408)
article-paragraph: Noes, 21.—Messrs Brown J. C., Browne G. F. C., Clarke R., Cumming, Daniel, Davie (teller), DeLautour, Driver, Fish, Hazlett, Ireland, M'Lean, Oliver, Roberts, Rogers (teller), Shand, Teschemaker, Tolmie, Turnbull, Turton, and Webster. (407, 513, 586, 565)
ad-text: WANTED two first-class Bench Sawyers. Apply to (775, 1705, 944, 1715)
wanted-ad (775, 1348, 952, 1397)
sale-ad (965, 330, 1100, 659)
divider (785, 875, 942, 876)
